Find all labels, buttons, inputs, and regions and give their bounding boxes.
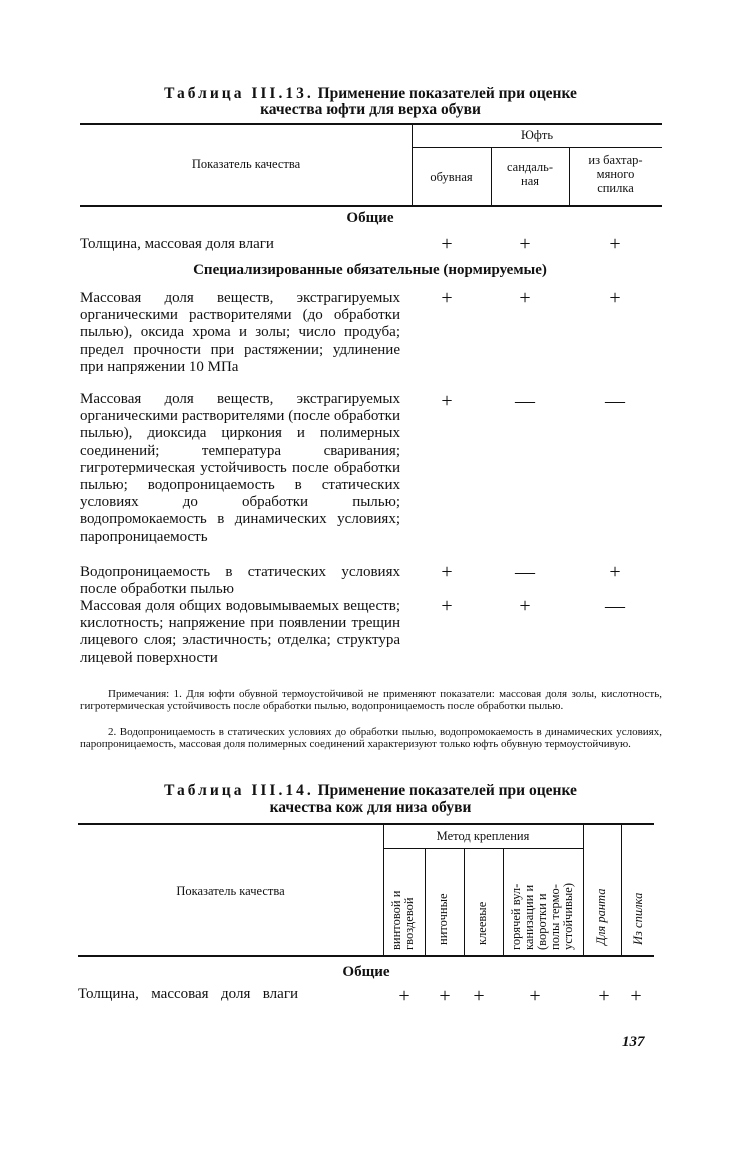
table13-row-5-mark-1: + xyxy=(441,595,453,617)
table14-header-col-3-text: клеевые xyxy=(475,901,489,945)
table13-row-1-mark-2: + xyxy=(519,233,531,255)
table13-header-col-3: из бахтар- мяного спилка xyxy=(588,153,643,195)
table13-row-3-mark-3: — xyxy=(605,390,625,412)
table13-caption-line2: качества юфти для верха обуви xyxy=(260,101,481,118)
table13-caption-label: Таблица III.13. xyxy=(164,85,314,102)
table14-section-general: Общие xyxy=(342,964,390,980)
table13-row-5-mark-2: + xyxy=(519,595,531,617)
table14-header-col-6 xyxy=(632,893,645,945)
table14-header-col-1-text: винтовой и гвоздевой xyxy=(389,890,416,950)
table13-row-2-mark-2: + xyxy=(519,287,531,309)
table13-header-col-2: сандаль- ная xyxy=(506,160,554,188)
table13-row-2-mark-1: + xyxy=(441,287,453,309)
table13-top-rule xyxy=(80,123,662,125)
table14-vline-5 xyxy=(583,825,584,955)
table13-row-3-mark-1: + xyxy=(441,390,453,412)
table14-header-col-4 xyxy=(510,883,575,950)
table14-header-group: Метод крепления xyxy=(436,829,530,843)
table13-row-5-mark-3: — xyxy=(605,595,625,617)
table14-vline-4 xyxy=(503,849,504,955)
table13-header-indicator: Показатель качества xyxy=(191,157,301,171)
table14-vline-6 xyxy=(621,825,622,955)
table13-note-1: Примечания: 1. Для юфти обувной термоустойчивой не применяют показатели: массовая доля золы, кислотность, гигротермическая устойчивость после обработки пылью, водопроницаемость после обработки пылью. xyxy=(80,688,662,713)
table14-caption xyxy=(0,782,741,799)
table14-header-col-1 xyxy=(390,891,416,950)
table14-header-rule xyxy=(78,955,654,957)
table14-header-col-3 xyxy=(476,902,489,945)
table14-row-1-mark-6: + xyxy=(630,985,642,1007)
table14-row-1-mark-3: + xyxy=(473,985,485,1007)
table13-group-rule xyxy=(412,147,662,148)
table14-group-rule xyxy=(383,848,583,849)
table13-row-1-text: Толщина, массовая доля влаги xyxy=(80,236,274,252)
table14-vline-2 xyxy=(425,849,426,955)
table13-header-col-1: обувная xyxy=(430,170,473,184)
table14-caption-label: Таблица III.14. xyxy=(164,782,314,799)
table14-vline-3 xyxy=(464,849,465,955)
table14-vline-1 xyxy=(383,825,384,955)
table14-row-1-mark-1: + xyxy=(398,985,410,1007)
table14-caption-line2: качества кож для низа обуви xyxy=(269,799,472,816)
table14-row-1-mark-4: + xyxy=(529,985,541,1007)
table13-row-4-mark-3: + xyxy=(609,561,621,583)
table13-row-4-mark-1: + xyxy=(441,561,453,583)
table13-note-2: 2. Водопроницаемость в статических условиях до обработки пылью, водопромокаемость в динамических условиях, паропроницаемость, массовая доля полимерных соединений характеризуют только юфть обувную термоустойчивую. xyxy=(80,726,662,751)
table14-header-col-2-text: ниточные xyxy=(436,893,450,945)
table14-header-indicator: Показатель качества xyxy=(176,884,285,898)
table14-header-col-6-text: Из спилка xyxy=(631,892,645,945)
table13-section-special: Специализированные обязательные (нормируемые) xyxy=(193,262,547,278)
table14-header-col-5 xyxy=(595,889,608,945)
table13-header-group: Юфть xyxy=(520,128,554,142)
table13-section-general: Общие xyxy=(346,210,394,226)
table14-top-rule xyxy=(78,823,654,825)
table13-row-5-text: Массовая доля общих водовымываемых веществ; кислотность; напряжение при появлении трещин лицевого слоя; эластичность; отделка; структура лицевой поверхности xyxy=(80,598,400,666)
table14-caption-line1: Применение показателей при оценке xyxy=(317,782,577,799)
table13-row-1-mark-3: + xyxy=(609,233,621,255)
table14-row-1-mark-2: + xyxy=(439,985,451,1007)
table13-row-2-mark-3: + xyxy=(609,287,621,309)
table13-caption xyxy=(0,85,741,102)
table13-row-3-mark-2: — xyxy=(515,390,535,412)
table13-header-rule xyxy=(80,205,662,207)
table13-row-4-mark-2: — xyxy=(515,561,535,583)
table14-row-1-text: Толщина, массовая доля влаги xyxy=(78,986,298,1002)
table13-row-3-text: Массовая доля веществ, экстрагируемых органическими растворителями (после обработки пылью), диоксида циркония и полимерных соединений; температура сваривания; гигротермическая устойчивость после обработки пылью; водопроницаемость в статических условиях до обработки пылью; водопромокаемость в динамических условиях; паропроницаемость xyxy=(80,391,400,545)
table13-row-2-text: Массовая доля веществ, экстрагируемых органическими растворителями (до обработки пылью), оксида хрома и золы; число продуба; предел прочности при растяжении; удлинение при напряжении 10 МПа xyxy=(80,290,400,375)
table14-header-col-4-text: горячей вул- канизации и (воротки и полы термо- устойчивые) xyxy=(509,882,575,950)
table14-header-col-2 xyxy=(437,893,450,945)
table14-header-col-5-text: Для ранта xyxy=(594,888,608,945)
table13-caption-line1: Применение показателей при оценке xyxy=(317,85,577,102)
table13-row-1-mark-1: + xyxy=(441,233,453,255)
page-number: 137 xyxy=(622,1034,645,1050)
table14-row-1-mark-5: + xyxy=(598,985,610,1007)
table13-row-4-text: Водопроницаемость в статических условиях после обработки пылью xyxy=(80,564,400,598)
